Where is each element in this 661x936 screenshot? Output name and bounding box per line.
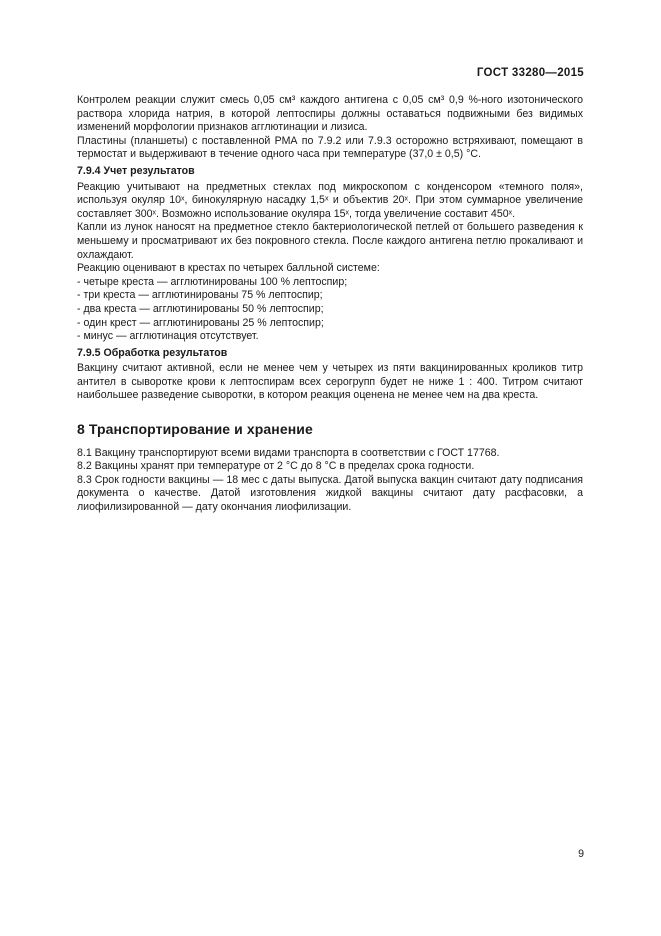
- paragraph-text: Пластины (планшеты) с поставленной РМА по 7.9.2 или 7.9.3 осторожно встряхивают, помещают в термостат и выдерживают в течение одного часа при температуре (37,0 ± 0,5) °С.: [77, 134, 583, 161]
- document-header-id: ГОСТ 33280—2015: [476, 67, 584, 79]
- list-item: - два креста — агглютинированы 50 % лептоспир;: [77, 302, 324, 315]
- section-heading-7-9-5: 7.9.5 Обработка результатов: [77, 346, 228, 359]
- paragraph-8-1: [77, 447, 583, 461]
- list-item: - минус — агглютинация отсутствует.: [77, 330, 259, 343]
- paragraph-activity: [77, 362, 583, 403]
- list-item: - три креста — агглютинированы 75 % лептоспир;: [77, 289, 323, 302]
- paragraph-drops: [77, 221, 583, 262]
- paragraph-text: 8.3 Срок годности вакцины — 18 мес с даты выпуска. Датой выпуска вакцин считают дату подписания документа о качестве. Датой изготовления жидкой вакцины считают дату расфасовки, а лиофилизированной — дату окончания лиофилизации.: [77, 473, 583, 514]
- section-heading-8: 8 Транспортирование и хранение: [77, 421, 313, 438]
- paragraph-plates: [77, 135, 583, 162]
- paragraph-text: Вакцину считают активной, если не менее чем у четырех из пяти вакцинированных кроликов титр антител в сыворотке крови к лептоспирам всех серогрупп будет не ниже 1 : 400. Титром считают наибольшее разведение сыворотки, в котором реакция оценена не менее чем на два креста.: [77, 362, 583, 402]
- paragraph-8-2: [77, 460, 583, 474]
- page-number: 9: [578, 848, 584, 860]
- paragraph-text: 8.1 Вакцину транспортируют всеми видами транспорта в соответствии с ГОСТ 17768.: [77, 446, 500, 459]
- paragraph-text: Капли из лунок наносят на предметное стекло бактериологической петлей от большего разведения к меньшему и просматривают их без покровного стекла. После каждого антигена петлю прокаливают и охлаждают.: [77, 221, 583, 261]
- paragraph-8-3: [77, 474, 583, 515]
- paragraph-scoring: [77, 262, 583, 276]
- paragraph-text: Контролем реакции служит смесь 0,05 см³ каждого антигена с 0,05 см³ 0,9 %-ного изотонического раствора хлорида натрия, в которой лептоспиры должны оставаться подвижными без видимых изменений морфологии признаков агглютинации и лизиса.: [77, 94, 583, 134]
- paragraph-control-reaction: [77, 94, 583, 135]
- document-body: [77, 94, 583, 515]
- section-heading-7-9-4: 7.9.4 Учет результатов: [77, 164, 195, 177]
- list-item: - четыре креста — агглютинированы 100 % лептоспир;: [77, 275, 348, 288]
- list-item: - один крест — агглютинированы 25 % лептоспир;: [77, 316, 324, 329]
- paragraph-microscope: [77, 181, 583, 222]
- paragraph-text: Реакцию учитывают на предметных стеклах под микроскопом с конденсором «темного поля», используя окуляр 10ˣ, бинокулярную насадку 1,5ˣ и объектив 20ˣ. При этом суммарное увеличение составляет 300ˣ. Возможно использование окуляра 15ˣ, тогда увеличение составит 450ˣ.: [77, 180, 583, 220]
- paragraph-text: Реакцию оценивают в крестах по четырех балльной системе:: [77, 262, 380, 275]
- paragraph-text: 8.2 Вакцины хранят при температуре от 2 °С до 8 °С в пределах срока годности.: [77, 460, 475, 473]
